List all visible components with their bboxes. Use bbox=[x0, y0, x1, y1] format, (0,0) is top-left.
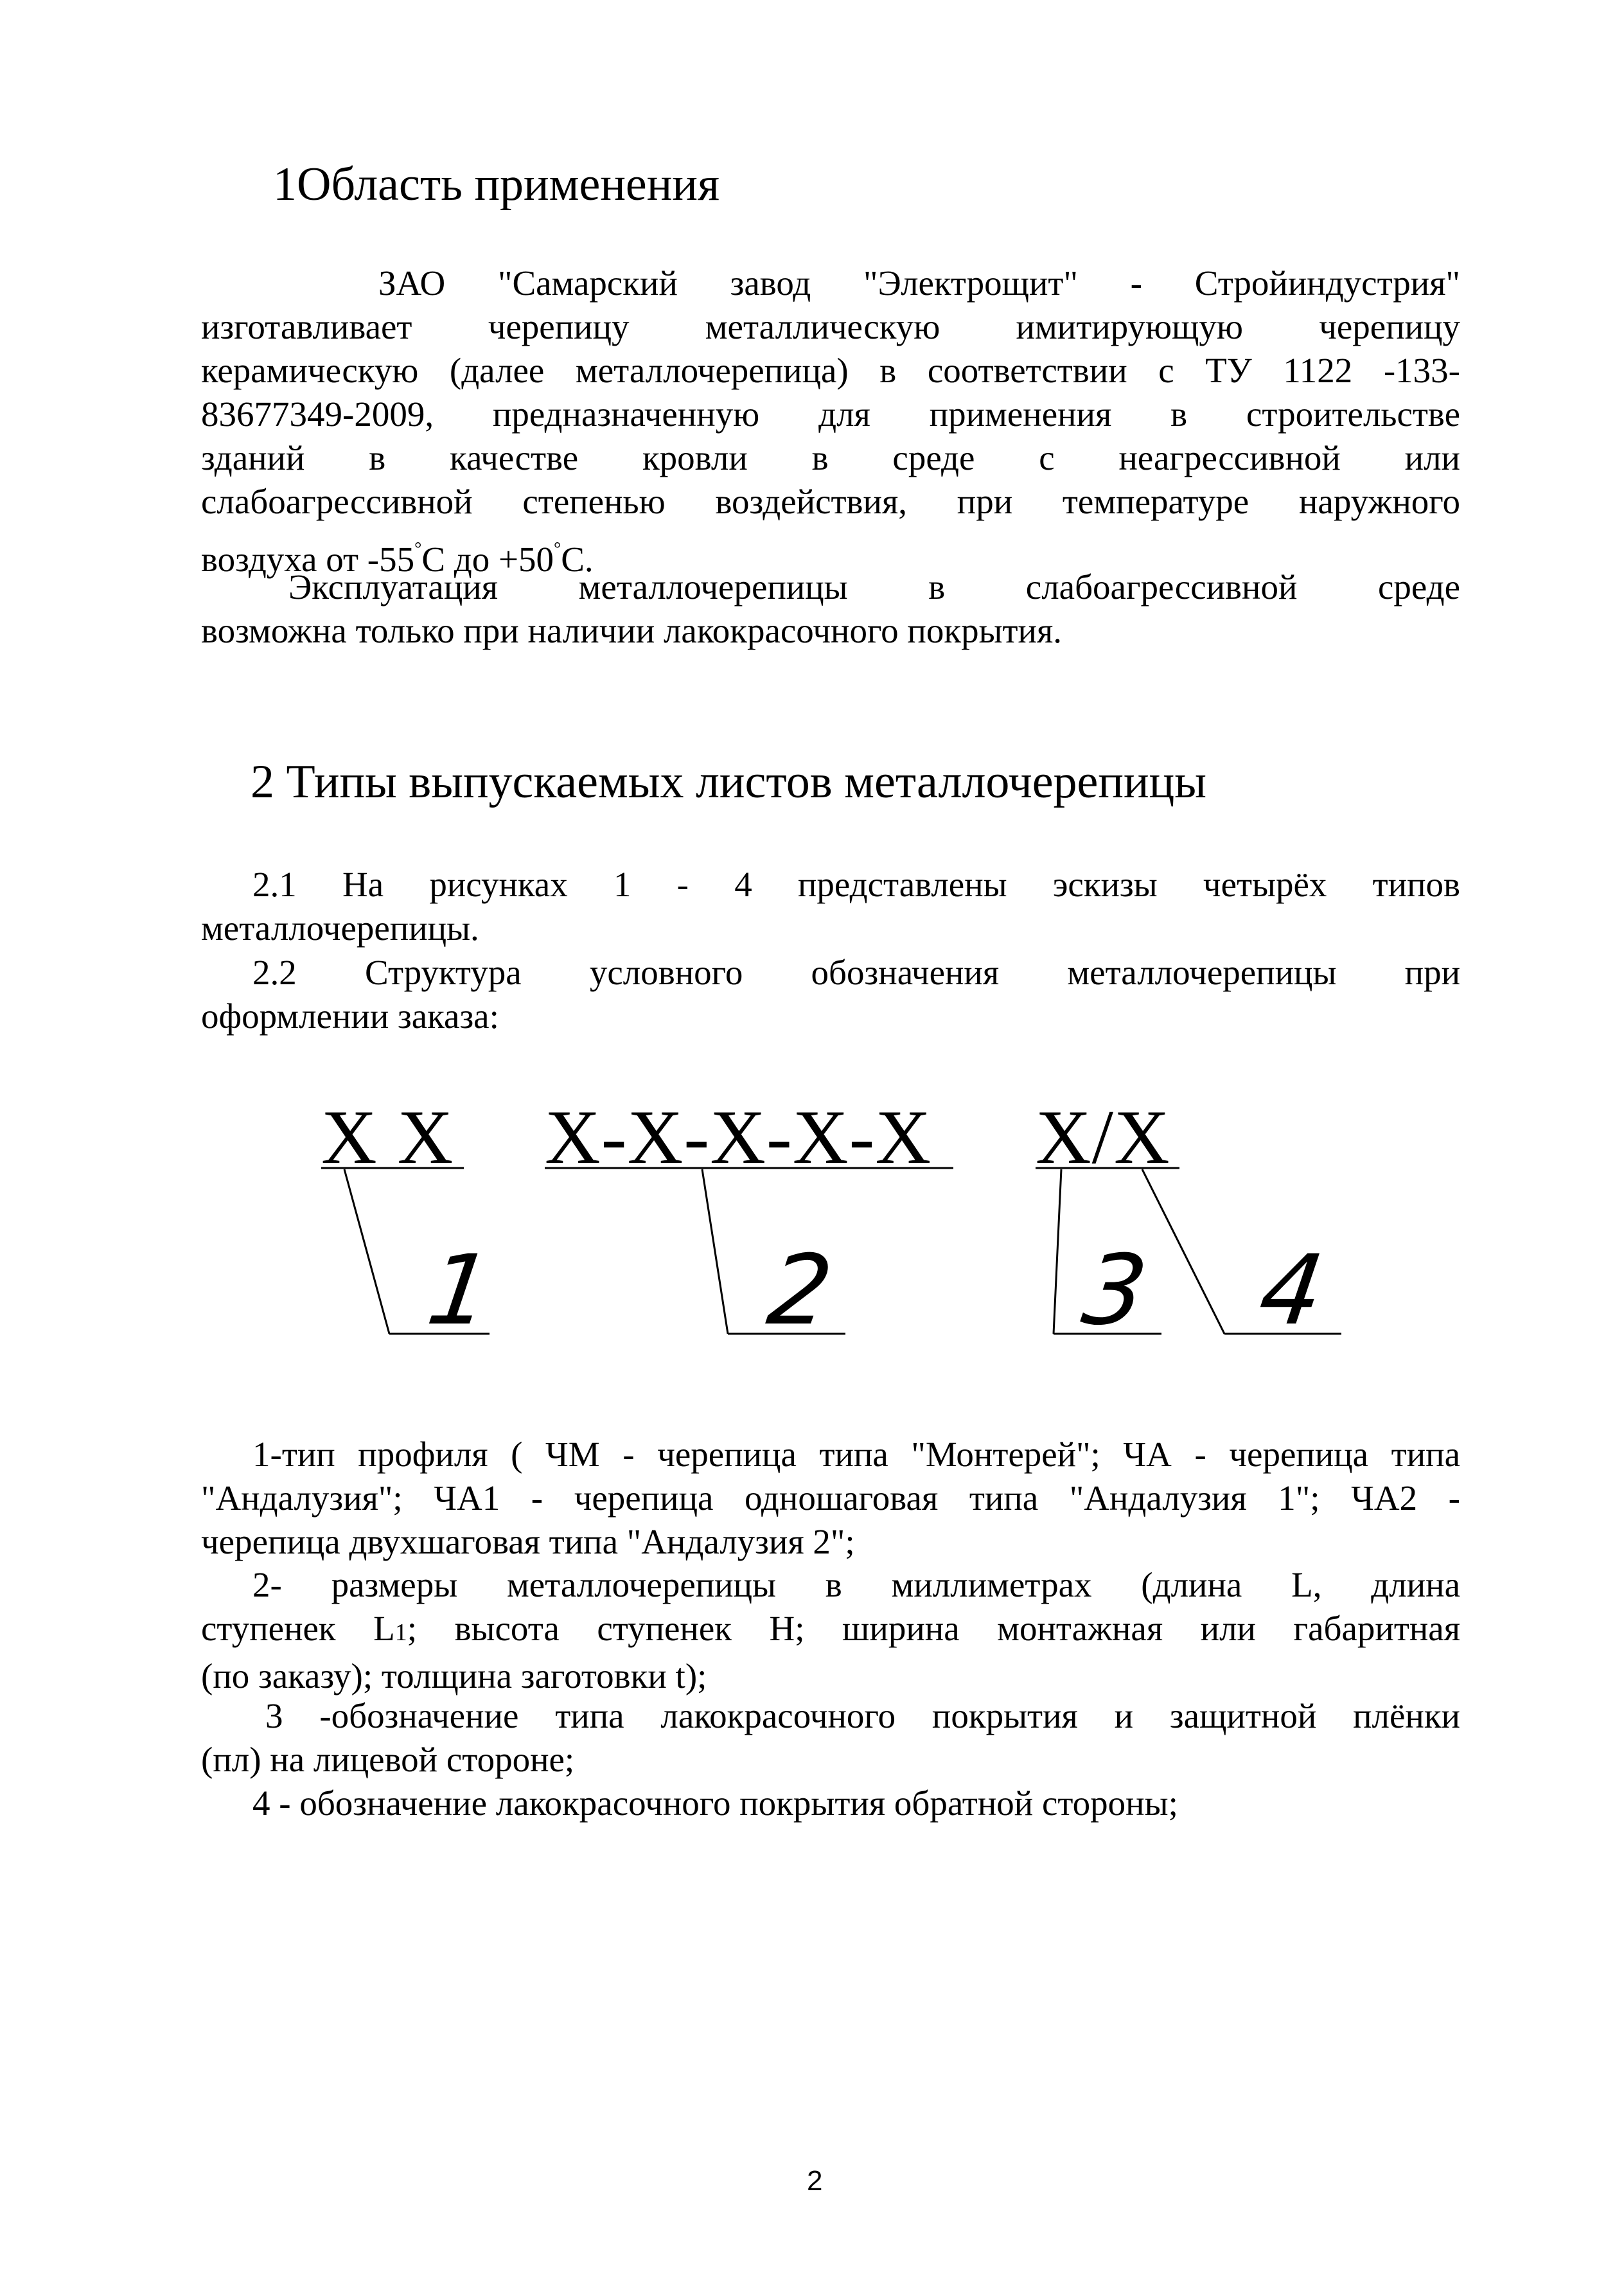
text-line: черепица двухшаговая типа "Андалузия 2"; bbox=[201, 1522, 855, 1561]
text-line: зданий в качестве кровли в среде с неагрессивной или bbox=[201, 438, 1460, 477]
degree-mark: ° bbox=[414, 539, 422, 559]
callout-1: 1 bbox=[421, 1234, 499, 1347]
section-2-title: 2 Типы выпускаемых листов металлочерепицы bbox=[251, 756, 1206, 808]
text-line: керамическую (далее металлочерепица) в соответствии с ТУ 1122 -133- bbox=[201, 351, 1460, 390]
text-line: (пл) на лицевой стороне; bbox=[201, 1740, 575, 1779]
text-line: 2.2 Структура условного обозначения металлочерепицы при bbox=[252, 953, 1460, 992]
text-line: 4 - обозначение лакокрасочного покрытия обратной стороны; bbox=[252, 1784, 1178, 1823]
text-line: металлочерепицы. bbox=[201, 908, 479, 948]
text-line: 3 -обозначение типа лакокрасочного покрытия и защитной плёнки bbox=[265, 1696, 1460, 1735]
text-line: ЗАО "Самарский завод "Электрощит" - Стройиндустрия" bbox=[378, 263, 1460, 303]
legend-item-2 bbox=[201, 1563, 1460, 1698]
text-line: оформлении заказа: bbox=[201, 996, 499, 1036]
temp-text: С до +50 bbox=[421, 540, 554, 579]
text-line: слабоагрессивной степенью воздействия, при температуре наружного bbox=[201, 482, 1460, 521]
temp-text: воздуха от -55 bbox=[201, 540, 415, 579]
text-line: 1-тип профиля ( ЧМ - черепица типа "Монтерей"; ЧА - черепица типа bbox=[252, 1435, 1460, 1474]
legend-item-4 bbox=[201, 1782, 1460, 1825]
leader-line-1 bbox=[344, 1169, 389, 1334]
callout-3: 3 bbox=[1076, 1234, 1154, 1347]
text-line: Эксплуатация металлочерепицы в слабоагрессивной среде bbox=[288, 567, 1460, 606]
section-1-title: 1Область применения bbox=[273, 158, 720, 211]
designation-group-2: Х-Х-Х-Х-Х bbox=[545, 1094, 932, 1180]
designation-group-3: Х/Х bbox=[1036, 1094, 1170, 1180]
text-line: 83677349-2009, предназначенную для применения в строительстве bbox=[201, 394, 1460, 434]
legend-item-3 bbox=[201, 1694, 1460, 1782]
text-line: 2.1 На рисунках 1 - 4 представлены эскизы четырёх типов bbox=[252, 865, 1460, 904]
leader-line-3 bbox=[1054, 1169, 1061, 1334]
callout-4: 4 bbox=[1253, 1234, 1330, 1347]
text-line: 2- размеры металлочерепицы в миллиметрах (длина L, длина bbox=[252, 1565, 1460, 1604]
page-number: 2 bbox=[807, 2165, 823, 2197]
subscript: 1 bbox=[394, 1619, 407, 1646]
text-line: "Андалузия"; ЧА1 - черепица одношаговая типа "Андалузия 1"; ЧА2 - bbox=[201, 1478, 1460, 1518]
text-fragment: ступенек L bbox=[201, 1609, 395, 1648]
callout-2: 2 bbox=[761, 1234, 839, 1347]
text-line: возможна только при наличии лакокрасочного покрытия. bbox=[201, 611, 1063, 650]
legend-item-1 bbox=[201, 1433, 1460, 1564]
text-line-with-subscript bbox=[201, 1607, 1460, 1654]
designation-group-1: Х Х bbox=[321, 1094, 454, 1180]
text-fragment: ; высота ступенек H; ширина монтажная или габаритная bbox=[407, 1609, 1460, 1648]
degree-mark: ° bbox=[554, 539, 561, 559]
leader-line-4 bbox=[1142, 1169, 1224, 1334]
text-line: изготавливает черепицу металлическую имитирующую черепицу bbox=[201, 307, 1460, 346]
leader-line-2 bbox=[702, 1169, 728, 1334]
text-line: (по заказу); толщина заготовки t); bbox=[201, 1656, 707, 1695]
temp-text: С. bbox=[561, 540, 594, 579]
